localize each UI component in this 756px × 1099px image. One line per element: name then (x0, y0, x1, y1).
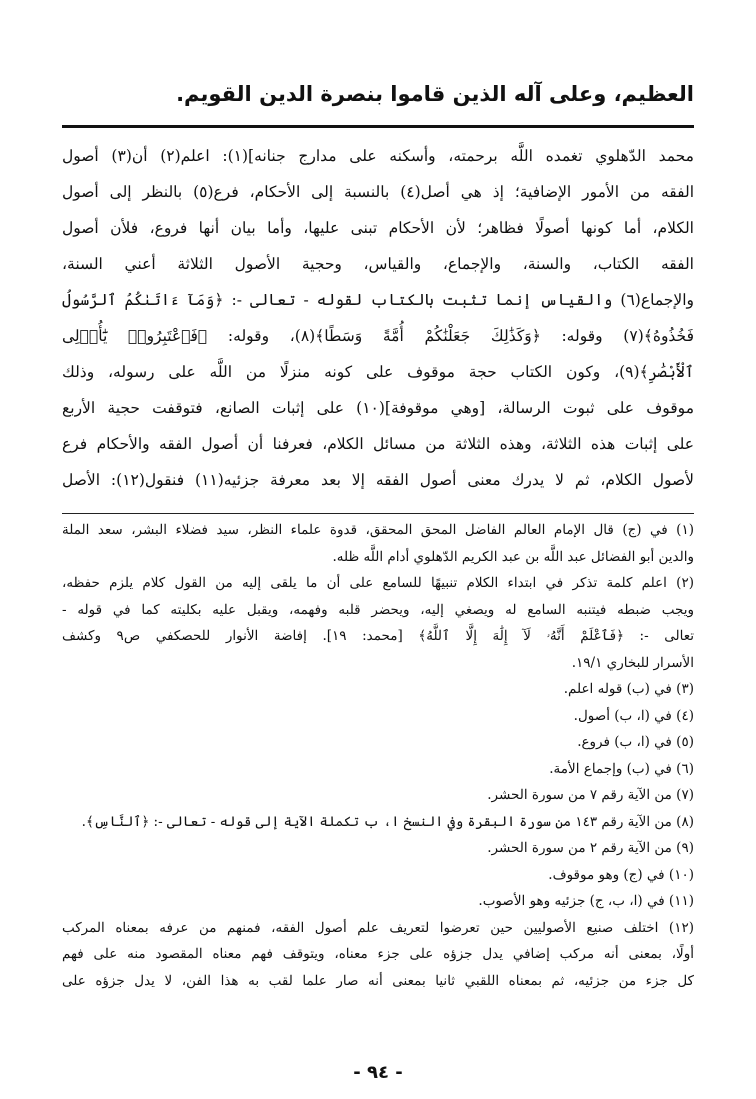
text-line: على إثبات هذه الثلاثة، وهذه الثلاثة من مسائل الكلام، فعرفنا أن أصول الفقه والأحكام فرع (62, 435, 694, 453)
main-text (62, 138, 694, 498)
footnote-2-cont: ويجب ضبطه فيتنبه السامع له ويصغي إليه، ويحضر قلبه وفهمه، ويقبل عليه بكليته كما في قوله - (62, 601, 694, 618)
footnotes (62, 517, 694, 994)
footnote-8: (٨) من الآية رقم ١٤٣ من سورة البقرة وفي النسخ ا، ب تكملة الآية إلى قوله - تعالى -: ﴿ٱلنَّاسِ﴾. (81, 813, 694, 830)
text-line: ٱلْأَبْصَٰرِ﴾(٩)، وكون الكتاب حجة موقوف على كونه منزلًا من اللَّه على رسوله، وذلك (62, 363, 694, 381)
page-number: - ٩٤ - (353, 1062, 403, 1083)
footnote-2-cont: تعالى -: ﴿فَٱعْلَمْ أَنَّهُۥ لَآ إِلَٰهَ إِلَّا ٱللَّهُ﴾ [محمد: ١٩]. إفاضة الأنوار للحصكفي ص٩ وكشف (62, 628, 694, 644)
footnote-5: (٥) في (ا، ب) فروع. (577, 734, 694, 750)
header-rule (62, 125, 694, 128)
text-line: فَخُذُوهُ﴾(٧) وقوله: ﴿وَكَذَٰلِكَ جَعَلْنَٰكُمْ أُمَّةً وَسَطًا﴾(٨)، وقوله: ﴿فَٱعْتَبِرُوا۟ يَٰٓأُو۟لِى (62, 327, 694, 345)
text-line: لأصول الكلام، ثم لا يدرك معنى أصول الفقه إلا بعد معرفة جزئيه(١١) فنقول(١٢): الأصل (62, 471, 694, 489)
footnote-12: (١٢) اختلف صنيع الأصوليين حين تعرضوا لتعريف علم أصول الفقه، فمنهم من عرفه بمعناه المركب (62, 919, 694, 936)
footnote-1: (١) في (ج) قال الإمام العالم الفاضل المحق المحقق، قدوة علماء النظر، سيد فضلاء البشر، سعد الملة (62, 522, 694, 538)
text-line: الفقه الكتاب، والسنة، والإجماع، والقياس، وحجية الأصول الثلاثة أعني السنة، (62, 255, 694, 273)
footnote-divider (62, 513, 694, 514)
page-header: العظيم، وعلى آله الذين قاموا بنصرة الدين القويم. (176, 82, 694, 106)
footnote-4: (٤) في (ا، ب) أصول. (573, 707, 694, 724)
footnote-2-cont: الأسرار للبخاري ١٩/١. (571, 654, 694, 671)
footnote-9: (٩) من الآية رقم ٢ من سورة الحشر. (487, 840, 694, 856)
footnote-12-cont: أولًا، بمعنى أنه مركب إضافي يدل جزؤه على جزء معناه، ويتوقف فهم معناه المقصود منه على فهم (62, 946, 694, 962)
footnote-12-cont: كل جزء من جزئيه، ثم بمعناه اللقبي ثانيا بمعنى أنه صار علما لقب به هذا الفن، لا يدل جزؤه على (62, 972, 694, 989)
footnote-10: (١٠) في (ج) وهو موقوف. (548, 866, 694, 883)
text-line: موقوف على ثبوت الرسالة، [وهي موقوفة](١٠) على إثبات الصانع، فتوقفت حجية الأربع (62, 399, 694, 417)
text-line: والإجماع(٦) والقياس إنما تثبت بالكتاب لقوله - تعالى -: ﴿وَمَآ ءَاتَىٰكُمُ ٱلرَّسُولُ (62, 291, 694, 309)
footnote-1-cont: والدين أبو الفضائل عبد اللَّه بن عبد الكريم الدّهلوي أدام اللَّه ظله. (332, 548, 694, 565)
text-line: الفقه من الأمور الإضافية؛ إذ هي أصل(٤) بالنسبة إلى الأحكام، فرع(٥) بالنظر إلى أصول (62, 183, 694, 201)
footnote-2: (٢) اعلم كلمة تذكر في ابتداء الكلام تنبيهًا للسامع على أن ما يلقى إليه من القول كلام يلزم حفظه، (62, 575, 694, 591)
text-line: محمد الدّهلوي تغمده اللَّه برحمته، وأسكنه على مدارج جنانه](١): اعلم(٢) أن(٣) أصول (62, 147, 694, 165)
footnote-7: (٧) من الآية رقم ٧ من سورة الحشر. (487, 787, 694, 803)
footnote-11: (١١) في (ا، ب، ج) جزئيه وهو الأصوب. (478, 893, 694, 909)
footnote-3: (٣) في (ب) قوله اعلم. (563, 681, 694, 697)
footnote-6: (٦) في (ب) وإجماع الأمة. (549, 760, 694, 777)
text-line: الكلام، أما كونها أصولًا فظاهر؛ لأن الأحكام تبنى عليها، وأما بيان أنها فروع، فلأن أصول (62, 219, 694, 237)
